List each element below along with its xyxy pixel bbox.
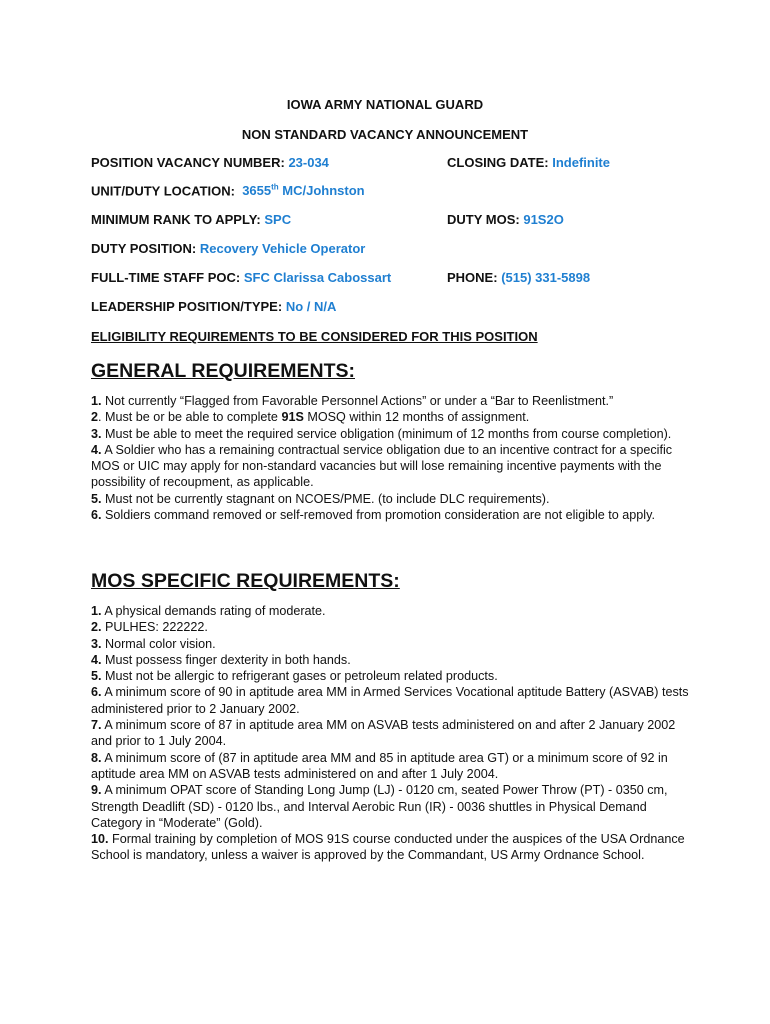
list-item: 2. Must be or be able to complete 91S MOSQ within 12 months of assignment. bbox=[91, 410, 530, 425]
list-item: 2. PULHES: 222222. bbox=[91, 620, 208, 635]
closing-date: CLOSING DATE: Indefinite bbox=[447, 155, 610, 170]
list-item: 4. A Soldier who has a remaining contractual service obligation due to an incentive contract for a specific MOS or UIC may apply for non-standard vacancies but will lose remaining incentive payments with the possibility of recoupment, as applicable. bbox=[91, 442, 673, 490]
general-requirements-heading: GENERAL REQUIREMENTS: bbox=[91, 360, 355, 382]
list-item: 10. Formal training by completion of MOS 91S course conducted under the auspices of the USA Ordnance School is mandatory, unless a waiver is approved by the Commandant, US Army Ordnance School. bbox=[91, 832, 685, 863]
phone: PHONE: (515) 331-5898 bbox=[447, 270, 591, 285]
list-item: 6. Soldiers command removed or self-removed from promotion consideration are not eligible to apply. bbox=[91, 508, 655, 523]
list-item: 6. A minimum score of 90 in aptitude area MM in Armed Services Vocational aptitude Battery (ASVAB) tests administered prior to 2 January 2002. bbox=[91, 685, 689, 716]
list-item: 3. Must be able to meet the required service obligation (minimum of 12 months from course completion). bbox=[91, 426, 672, 441]
mos-requirements-heading: MOS SPECIFIC REQUIREMENTS: bbox=[91, 570, 400, 592]
list-item: 5. Must not be currently stagnant on NCOES/PME. (to include DLC requirements). bbox=[91, 491, 550, 506]
list-item: 3. Normal color vision. bbox=[91, 636, 216, 651]
list-item: 7. A minimum score of 87 in aptitude area MM on ASVAB tests administered on and after 2 January 2002 and prior to 1 July 2004. bbox=[91, 718, 676, 749]
org-title: IOWA ARMY NATIONAL GUARD bbox=[286, 97, 484, 112]
list-item: 9. A minimum OPAT score of Standing Long Jump (LJ) - 0120 cm, seated Power Throw (PT) - 0350 cm, Strength Deadlift (SD) - 0120 lbs., and Interval Aerobic Run (IR) - 0036 shuttles in Physical Demand Category in “Moderate” (Gold). bbox=[91, 783, 668, 830]
unit-duty-location: UNIT/DUTY LOCATION: 3655th MC/Johnston bbox=[91, 183, 365, 199]
mos-requirements-list bbox=[91, 603, 691, 864]
list-item: 4. Must possess finger dexterity in both hands. bbox=[91, 652, 351, 667]
duty-position: DUTY POSITION: Recovery Vehicle Operator bbox=[91, 241, 366, 256]
list-item: 1. Not currently “Flagged from Favorable Personnel Actions” or under a “Bar to Reenlistment.” bbox=[91, 394, 614, 408]
position-vacancy-number: POSITION VACANCY NUMBER: 23-034 bbox=[91, 155, 329, 170]
leadership-position: LEADERSHIP POSITION/TYPE: No / N/A bbox=[91, 299, 337, 314]
list-item: 8. A minimum score of (87 in aptitude area MM and 85 in aptitude area GT) or a minimum score of 92 in aptitude area MM on ASVAB tests administered on and after 1 July 2004. bbox=[91, 750, 668, 781]
duty-mos: DUTY MOS: 91S2O bbox=[447, 212, 564, 227]
list-item: 1. A physical demands rating of moderate. bbox=[91, 604, 326, 618]
eligibility-heading: ELIGIBILITY REQUIREMENTS TO BE CONSIDERED FOR THIS POSITION bbox=[91, 329, 538, 344]
general-requirements-list bbox=[91, 393, 691, 523]
staff-poc: FULL-TIME STAFF POC: SFC Clarissa Cabossart bbox=[91, 270, 392, 285]
announcement-title: NON STANDARD VACANCY ANNOUNCEMENT bbox=[241, 127, 529, 142]
list-item: 5. Must not be allergic to refrigerant gases or petroleum related products. bbox=[91, 669, 498, 684]
minimum-rank: MINIMUM RANK TO APPLY: SPC bbox=[91, 212, 292, 227]
